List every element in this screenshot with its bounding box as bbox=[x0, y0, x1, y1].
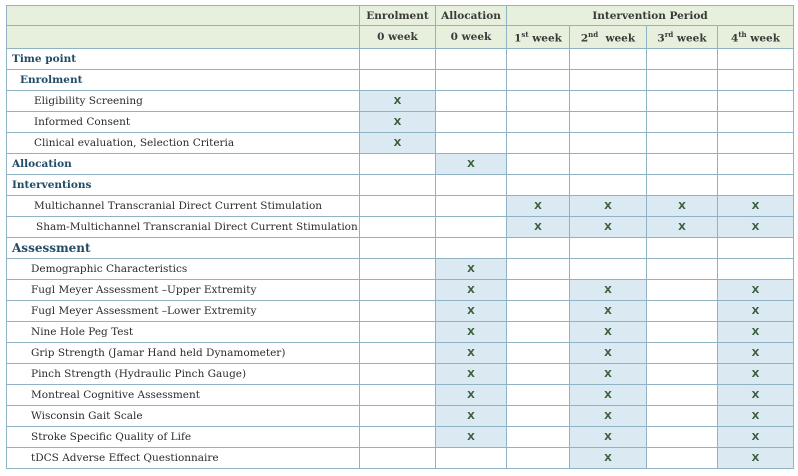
cell bbox=[647, 259, 718, 280]
row-label: Montreal Cognitive Assessment bbox=[7, 385, 360, 406]
section-time-point bbox=[7, 49, 794, 70]
cell bbox=[647, 448, 718, 469]
cell bbox=[647, 322, 718, 343]
check-mark: X bbox=[436, 259, 507, 280]
cell bbox=[647, 343, 718, 364]
cell bbox=[507, 112, 570, 133]
cell bbox=[507, 154, 570, 175]
table-row bbox=[7, 217, 794, 238]
cell bbox=[360, 49, 436, 70]
cell bbox=[570, 133, 647, 154]
cell bbox=[360, 196, 436, 217]
row-label: Nine Hole Peg Test bbox=[7, 322, 360, 343]
cell bbox=[360, 217, 436, 238]
row-label: Multichannel Transcranial Direct Current Stimulation bbox=[7, 196, 360, 217]
table-row bbox=[7, 196, 794, 217]
header-week-0-enrolment: 0 week bbox=[360, 26, 436, 49]
cell bbox=[436, 217, 507, 238]
cell bbox=[570, 91, 647, 112]
cell bbox=[507, 301, 570, 322]
cell bbox=[647, 427, 718, 448]
check-mark: X bbox=[436, 322, 507, 343]
cell bbox=[436, 175, 507, 196]
check-mark: X bbox=[718, 280, 794, 301]
row-label: Fugl Meyer Assessment –Lower Extremity bbox=[7, 301, 360, 322]
header-week-0-allocation: 0 week bbox=[436, 26, 507, 49]
week-ordinal: st bbox=[521, 29, 529, 39]
row-label: Pinch Strength (Hydraulic Pinch Gauge) bbox=[7, 364, 360, 385]
table-row bbox=[7, 364, 794, 385]
cell bbox=[647, 49, 718, 70]
check-mark: X bbox=[570, 301, 647, 322]
check-mark: X bbox=[360, 133, 436, 154]
cell bbox=[718, 133, 794, 154]
check-mark: X bbox=[436, 385, 507, 406]
week-word: week bbox=[746, 32, 780, 45]
check-mark: X bbox=[718, 217, 794, 238]
cell bbox=[360, 70, 436, 91]
cell bbox=[507, 238, 570, 259]
week-number: 3 bbox=[657, 32, 665, 45]
check-mark: X bbox=[718, 301, 794, 322]
section-label: Interventions bbox=[7, 175, 360, 196]
table-row bbox=[7, 385, 794, 406]
section-label: Enrolment bbox=[7, 70, 360, 91]
cell bbox=[507, 49, 570, 70]
row-label: Demographic Characteristics bbox=[7, 259, 360, 280]
cell bbox=[360, 385, 436, 406]
cell bbox=[718, 259, 794, 280]
table-row bbox=[7, 448, 794, 469]
check-mark: X bbox=[718, 448, 794, 469]
table-row bbox=[7, 112, 794, 133]
table-row bbox=[7, 91, 794, 112]
cell bbox=[436, 196, 507, 217]
cell bbox=[647, 406, 718, 427]
cell bbox=[507, 322, 570, 343]
section-label: Allocation bbox=[7, 154, 360, 175]
section-label: Assessment bbox=[7, 238, 360, 259]
check-mark: X bbox=[718, 343, 794, 364]
row-label: Informed Consent bbox=[7, 112, 360, 133]
row-label: Fugl Meyer Assessment –Upper Extremity bbox=[7, 280, 360, 301]
cell bbox=[507, 91, 570, 112]
cell bbox=[647, 301, 718, 322]
cell bbox=[507, 364, 570, 385]
header-week-2 bbox=[570, 26, 647, 49]
table-row bbox=[7, 322, 794, 343]
section-assessment bbox=[7, 238, 794, 259]
cell bbox=[360, 280, 436, 301]
cell bbox=[507, 70, 570, 91]
cell bbox=[436, 49, 507, 70]
cell bbox=[360, 448, 436, 469]
cell bbox=[647, 280, 718, 301]
cell bbox=[647, 91, 718, 112]
week-word: week bbox=[528, 32, 562, 45]
section-interventions bbox=[7, 175, 794, 196]
table-row bbox=[7, 406, 794, 427]
check-mark: X bbox=[718, 427, 794, 448]
cell bbox=[570, 49, 647, 70]
row-label: Grip Strength (Jamar Hand held Dynamometer) bbox=[7, 343, 360, 364]
cell bbox=[647, 364, 718, 385]
cell bbox=[507, 427, 570, 448]
check-mark: X bbox=[436, 406, 507, 427]
header-row-2 bbox=[7, 26, 794, 49]
header-intervention-period: Intervention Period bbox=[507, 6, 794, 26]
check-mark: X bbox=[570, 448, 647, 469]
check-mark: X bbox=[436, 301, 507, 322]
cell bbox=[570, 238, 647, 259]
cell bbox=[647, 175, 718, 196]
table-row bbox=[7, 133, 794, 154]
cell bbox=[507, 406, 570, 427]
week-number: 1 bbox=[514, 32, 522, 45]
check-mark: X bbox=[570, 322, 647, 343]
cell bbox=[507, 448, 570, 469]
check-mark: X bbox=[570, 343, 647, 364]
cell bbox=[718, 112, 794, 133]
check-mark: X bbox=[570, 364, 647, 385]
row-label: Stroke Specific Quality of Life bbox=[7, 427, 360, 448]
section-allocation bbox=[7, 154, 794, 175]
cell bbox=[647, 112, 718, 133]
check-mark: X bbox=[570, 427, 647, 448]
header-week-4 bbox=[718, 26, 794, 49]
check-mark: X bbox=[718, 385, 794, 406]
check-mark: X bbox=[436, 364, 507, 385]
check-mark: X bbox=[436, 154, 507, 175]
check-mark: X bbox=[718, 364, 794, 385]
header-week-3 bbox=[647, 26, 718, 49]
cell bbox=[647, 385, 718, 406]
cell bbox=[360, 175, 436, 196]
cell bbox=[360, 259, 436, 280]
cell bbox=[507, 385, 570, 406]
check-mark: X bbox=[507, 196, 570, 217]
cell bbox=[360, 364, 436, 385]
check-mark: X bbox=[436, 280, 507, 301]
header-blank-cell bbox=[7, 6, 360, 26]
cell bbox=[360, 322, 436, 343]
table-row bbox=[7, 427, 794, 448]
cell bbox=[436, 448, 507, 469]
header-blank-cell bbox=[7, 26, 360, 49]
week-number: 2 bbox=[580, 32, 589, 45]
cell bbox=[718, 175, 794, 196]
table-row bbox=[7, 280, 794, 301]
check-mark: X bbox=[647, 217, 718, 238]
cell bbox=[436, 238, 507, 259]
cell bbox=[647, 238, 718, 259]
cell bbox=[507, 133, 570, 154]
header-allocation: Allocation bbox=[436, 6, 507, 26]
cell bbox=[718, 154, 794, 175]
check-mark: X bbox=[570, 406, 647, 427]
row-label: tDCS Adverse Effect Questionnaire bbox=[7, 448, 360, 469]
check-mark: X bbox=[570, 196, 647, 217]
table-row bbox=[7, 301, 794, 322]
week-word: week bbox=[673, 32, 707, 45]
schedule-table bbox=[6, 5, 794, 469]
check-mark: X bbox=[570, 217, 647, 238]
cell bbox=[570, 112, 647, 133]
check-mark: X bbox=[360, 91, 436, 112]
check-mark: X bbox=[436, 343, 507, 364]
cell bbox=[718, 70, 794, 91]
cell bbox=[570, 70, 647, 91]
cell bbox=[718, 238, 794, 259]
table-row bbox=[7, 259, 794, 280]
cell bbox=[647, 70, 718, 91]
section-label: Time point bbox=[7, 49, 360, 70]
row-label: Wisconsin Gait Scale bbox=[7, 406, 360, 427]
check-mark: X bbox=[718, 322, 794, 343]
week-word: week bbox=[598, 32, 636, 45]
cell bbox=[436, 133, 507, 154]
week-ordinal: nd bbox=[588, 29, 599, 39]
header-week-1 bbox=[507, 26, 570, 49]
check-mark: X bbox=[570, 385, 647, 406]
cell bbox=[360, 238, 436, 259]
check-mark: X bbox=[570, 280, 647, 301]
row-label: Eligibility Screening bbox=[7, 91, 360, 112]
cell bbox=[360, 427, 436, 448]
cell bbox=[360, 301, 436, 322]
header-enrolment: Enrolment bbox=[360, 6, 436, 26]
cell bbox=[507, 343, 570, 364]
table-row bbox=[7, 343, 794, 364]
cell bbox=[718, 49, 794, 70]
row-label: Sham-Multichannel Transcranial Direct Current Stimulation bbox=[7, 217, 360, 238]
check-mark: X bbox=[360, 112, 436, 133]
cell bbox=[436, 91, 507, 112]
check-mark: X bbox=[436, 427, 507, 448]
cell bbox=[570, 154, 647, 175]
cell bbox=[507, 280, 570, 301]
cell bbox=[570, 175, 647, 196]
cell bbox=[718, 91, 794, 112]
cell bbox=[507, 259, 570, 280]
week-number: 4 bbox=[731, 32, 739, 45]
row-label: Clinical evaluation, Selection Criteria bbox=[7, 133, 360, 154]
cell bbox=[507, 175, 570, 196]
cell bbox=[436, 70, 507, 91]
week-ordinal: th bbox=[738, 29, 747, 39]
week-ordinal: rd bbox=[664, 29, 674, 39]
cell bbox=[360, 154, 436, 175]
cell bbox=[647, 133, 718, 154]
cell bbox=[360, 406, 436, 427]
cell bbox=[570, 259, 647, 280]
check-mark: X bbox=[718, 406, 794, 427]
cell bbox=[360, 343, 436, 364]
check-mark: X bbox=[507, 217, 570, 238]
cell bbox=[647, 154, 718, 175]
check-mark: X bbox=[647, 196, 718, 217]
section-enrolment bbox=[7, 70, 794, 91]
header-row-1 bbox=[7, 6, 794, 26]
cell bbox=[436, 112, 507, 133]
check-mark: X bbox=[718, 196, 794, 217]
